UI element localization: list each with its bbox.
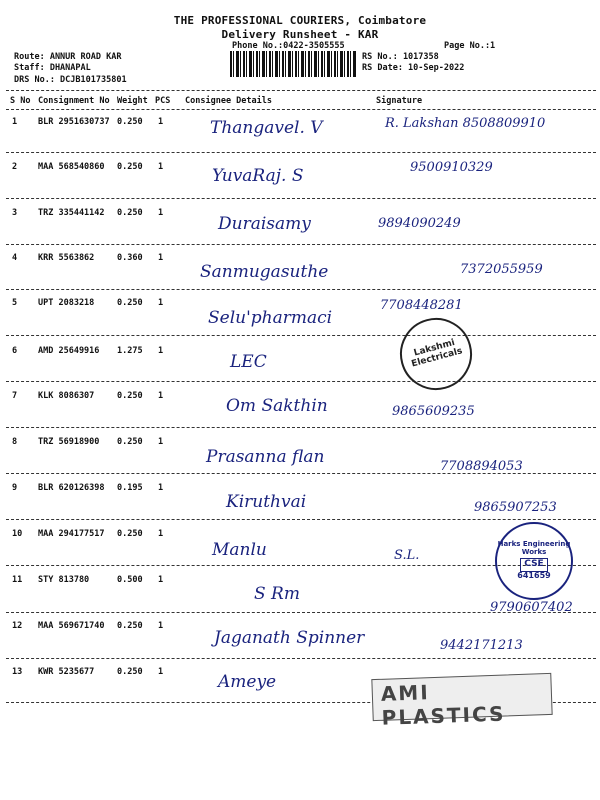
row-sno: 7: [12, 391, 18, 401]
row-divider: [6, 381, 596, 382]
row-sno: 1: [12, 117, 18, 127]
row-consignment: UPT 2083218: [38, 298, 95, 308]
row-pcs: 1: [158, 117, 164, 127]
row-pcs: 1: [158, 483, 164, 493]
stamp-text: Lakshmi Electricals: [410, 338, 464, 370]
row-divider: [6, 335, 596, 336]
row-weight: 0.500: [117, 575, 143, 585]
row-signature: 9894090249: [378, 216, 461, 231]
row-consignment: KWR 5235677: [38, 667, 95, 677]
row-consignee: Selu'pharmaci: [208, 308, 333, 328]
row-consignee: Ameye: [218, 672, 277, 692]
row-weight: 0.250: [117, 391, 143, 401]
row-consignee: Om Sakthin: [226, 396, 328, 416]
row-pcs: 1: [158, 391, 164, 401]
row-signature: S.L.: [394, 548, 420, 563]
row-sno: 5: [12, 298, 18, 308]
row-divider: [6, 427, 596, 428]
row-sno: 3: [12, 208, 18, 218]
row-consignee: Thangavel. V: [210, 118, 323, 138]
lakshmi-electricals-stamp: [392, 310, 480, 398]
row-consignee: Kiruthvai: [226, 492, 307, 512]
row-weight: 1.275: [117, 346, 143, 356]
barcode: [230, 51, 356, 77]
row-consignee: S Rm: [254, 584, 300, 604]
route: Route: ANNUR ROAD KAR: [14, 52, 122, 62]
stamp-code: 641659: [517, 571, 551, 581]
row-consignee: Duraisamy: [218, 214, 311, 234]
row-consignee: Jaganath Spinner: [214, 628, 365, 648]
row-signature: 7708894053: [440, 459, 523, 474]
row-pcs: 1: [158, 346, 164, 356]
row-divider: [6, 152, 596, 153]
col-consignment: Consignment No: [38, 96, 110, 106]
col-signature: Signature: [376, 96, 423, 106]
row-consignment: BLR 620126398: [38, 483, 105, 493]
row-consignment: KLK 8086307: [38, 391, 95, 401]
row-consignment: MAA 568540860: [38, 162, 105, 172]
col-sno: S No: [10, 96, 31, 106]
row-weight: 0.250: [117, 437, 143, 447]
header-divider-bottom: [6, 109, 596, 110]
row-pcs: 1: [158, 162, 164, 172]
row-divider: [6, 244, 596, 245]
row-weight: 0.250: [117, 162, 143, 172]
row-sno: 12: [12, 621, 23, 631]
rs-number: RS No.: 1017358: [362, 52, 439, 62]
col-pcs: PCS: [155, 96, 171, 106]
page-number: Page No.:1: [444, 41, 496, 51]
row-consignment: MAA 294177517: [38, 529, 105, 539]
stamp-company: Harks Engineering Works: [497, 539, 571, 556]
row-signature: 9865907253: [474, 500, 557, 515]
row-pcs: 1: [158, 298, 164, 308]
row-signature: 9790607402: [490, 600, 573, 615]
row-pcs: 1: [158, 667, 164, 677]
row-consignment: AMD 25649916: [38, 346, 100, 356]
row-pcs: 1: [158, 621, 164, 631]
col-weight: Weight: [117, 96, 148, 106]
row-consignee: LEC: [230, 352, 267, 372]
row-divider: [6, 612, 596, 613]
row-weight: 0.250: [117, 529, 143, 539]
row-divider: [6, 658, 596, 659]
row-pcs: 1: [158, 575, 164, 585]
row-divider: [6, 519, 596, 520]
ami-plastics-stamp: [371, 673, 552, 730]
row-pcs: 1: [158, 253, 164, 263]
row-sno: 6: [12, 346, 18, 356]
company-title: THE PROFESSIONAL COURIERS, Coimbatore: [173, 14, 427, 27]
row-signature: 9865609235: [392, 404, 475, 419]
col-consignee: Consignee Details: [185, 96, 272, 106]
row-consignment: TRZ 335441142: [38, 208, 105, 218]
row-signature: R. Lakshan 8508809910: [385, 116, 546, 131]
row-sno: 13: [12, 667, 23, 677]
row-sno: 8: [12, 437, 18, 447]
row-consignee: YuvaRaj. S: [212, 166, 304, 186]
row-weight: 0.250: [117, 298, 143, 308]
row-consignee: Manlu: [212, 540, 267, 560]
engineering-works-stamp: [495, 522, 573, 600]
rs-date: RS Date: 10-Sep-2022: [362, 63, 465, 73]
row-weight: 0.250: [117, 667, 143, 677]
row-sno: 10: [12, 529, 23, 539]
row-sno: 4: [12, 253, 18, 263]
row-weight: 0.250: [117, 208, 143, 218]
row-weight: 0.250: [117, 621, 143, 631]
row-signature: 7708448281: [380, 298, 463, 313]
row-weight: 0.360: [117, 253, 143, 263]
row-consignment: BLR 2951630737: [38, 117, 110, 127]
row-consignment: STY 813780: [38, 575, 90, 585]
row-divider: [6, 473, 596, 474]
stamp-cse: CSE: [520, 558, 547, 572]
phone-number: Phone No.:0422-3505555: [232, 41, 345, 51]
row-signature: 7372055959: [460, 262, 543, 277]
header-divider-top: [6, 90, 596, 91]
staff: Staff: DHANAPAL: [14, 63, 91, 73]
row-signature: 9500910329: [410, 160, 493, 175]
row-divider: [6, 289, 596, 290]
row-consignment: TRZ 56918900: [38, 437, 100, 447]
row-weight: 0.195: [117, 483, 143, 493]
row-pcs: 1: [158, 437, 164, 447]
row-consignee: Prasanna flan: [206, 447, 325, 467]
row-pcs: 1: [158, 529, 164, 539]
row-consignment: KRR 5563862: [38, 253, 95, 263]
row-signature: 9442171213: [440, 638, 523, 653]
row-weight: 0.250: [117, 117, 143, 127]
row-sno: 9: [12, 483, 18, 493]
row-pcs: 1: [158, 208, 164, 218]
row-consignment: MAA 569671740: [38, 621, 105, 631]
row-consignee: Sanmugasuthe: [200, 262, 329, 282]
row-sno: 11: [12, 575, 23, 585]
row-divider: [6, 198, 596, 199]
stamp-brand: AMI PLASTICS: [380, 680, 506, 730]
drs-number: DRS No.: DCJB101735801: [14, 75, 127, 85]
runsheet-subtitle: Delivery Runsheet - KAR: [221, 28, 379, 41]
row-sno: 2: [12, 162, 18, 172]
